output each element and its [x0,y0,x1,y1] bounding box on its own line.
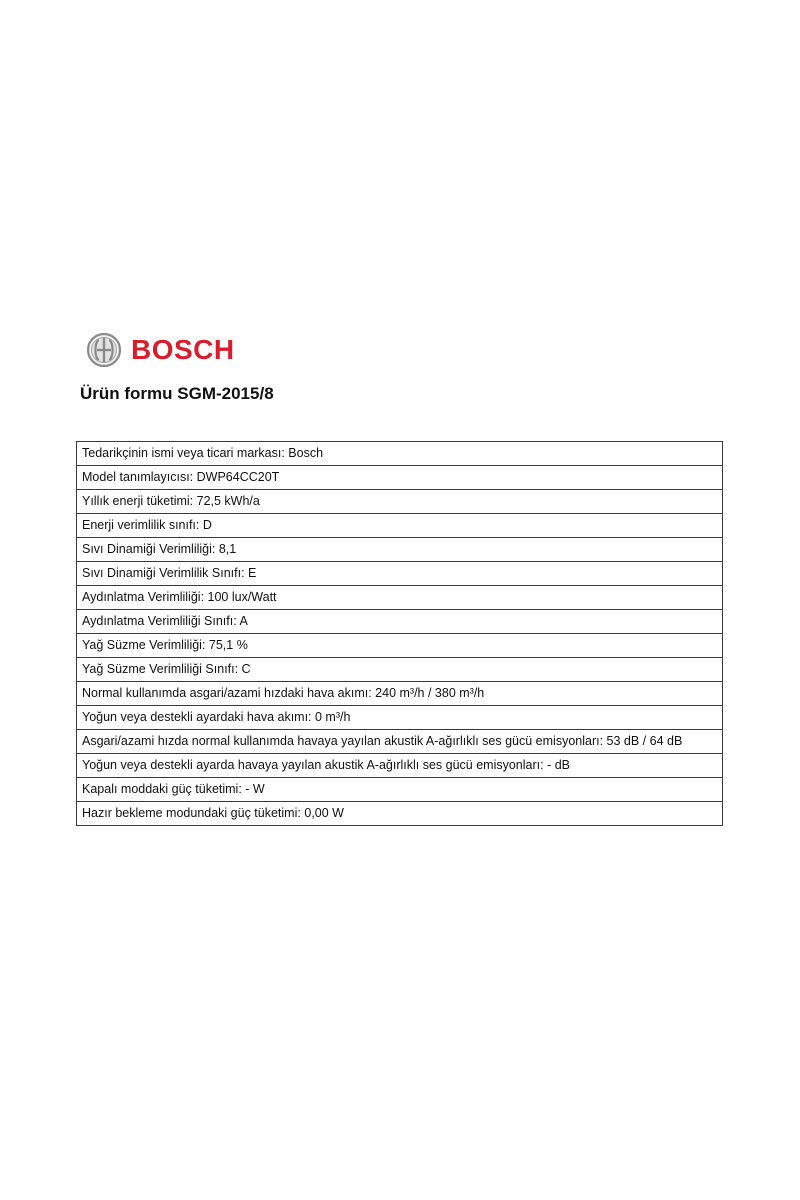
table-row [77,586,723,610]
table-row [77,490,723,514]
spec-cell: Aydınlatma Verimliliği Sınıfı: A [77,610,723,634]
spec-cell: Yıllık enerji tüketimi: 72,5 kWh/a [77,490,723,514]
spec-cell: Kapalı moddaki güç tüketimi: - W [77,778,723,802]
table-row [77,802,723,826]
spec-cell: Yağ Süzme Verimliliği Sınıfı: C [77,658,723,682]
spec-cell: Sıvı Dinamiği Verimliliği: 8,1 [77,538,723,562]
spec-cell: Hazır bekleme modundaki güç tüketimi: 0,00 W [77,802,723,826]
spec-cell: Yağ Süzme Verimliliği: 75,1 % [77,634,723,658]
spec-cell: Yoğun veya destekli ayarda havaya yayılan akustik A-ağırlıklı ses gücü emisyonları: - dB [77,754,723,778]
table-row [77,466,723,490]
table-row [77,778,723,802]
spec-cell: Model tanımlayıcısı: DWP64CC20T [77,466,723,490]
spec-cell: Tedarikçinin ismi veya ticari markası: Bosch [77,442,723,466]
form-title: Ürün formu SGM-2015/8 [80,384,274,403]
bosch-armature-logo-icon [86,332,122,368]
table-row [77,754,723,778]
spec-cell: Enerji verimlilik sınıfı: D [77,514,723,538]
table-row [77,706,723,730]
product-spec-table [76,441,723,826]
brand-name: BOSCH [131,334,235,365]
table-row [77,562,723,586]
spec-cell: Yoğun veya destekli ayardaki hava akımı: 0 m³/h [77,706,723,730]
spec-cell: Normal kullanımda asgari/azami hızdaki hava akımı: 240 m³/h / 380 m³/h [77,682,723,706]
table-row [77,730,723,754]
table-row [77,658,723,682]
brand-logo [86,330,235,370]
table-row [77,514,723,538]
table-row [77,442,723,466]
table-row [77,610,723,634]
table-row [77,634,723,658]
table-row [77,682,723,706]
table-row [77,538,723,562]
spec-cell: Aydınlatma Verimliliği: 100 lux/Watt [77,586,723,610]
spec-cell: Sıvı Dinamiği Verimlilik Sınıfı: E [77,562,723,586]
spec-cell: Asgari/azami hızda normal kullanımda havaya yayılan akustik A-ağırlıklı ses gücü emisyonları: 53 dB / 64 dB [77,730,723,754]
